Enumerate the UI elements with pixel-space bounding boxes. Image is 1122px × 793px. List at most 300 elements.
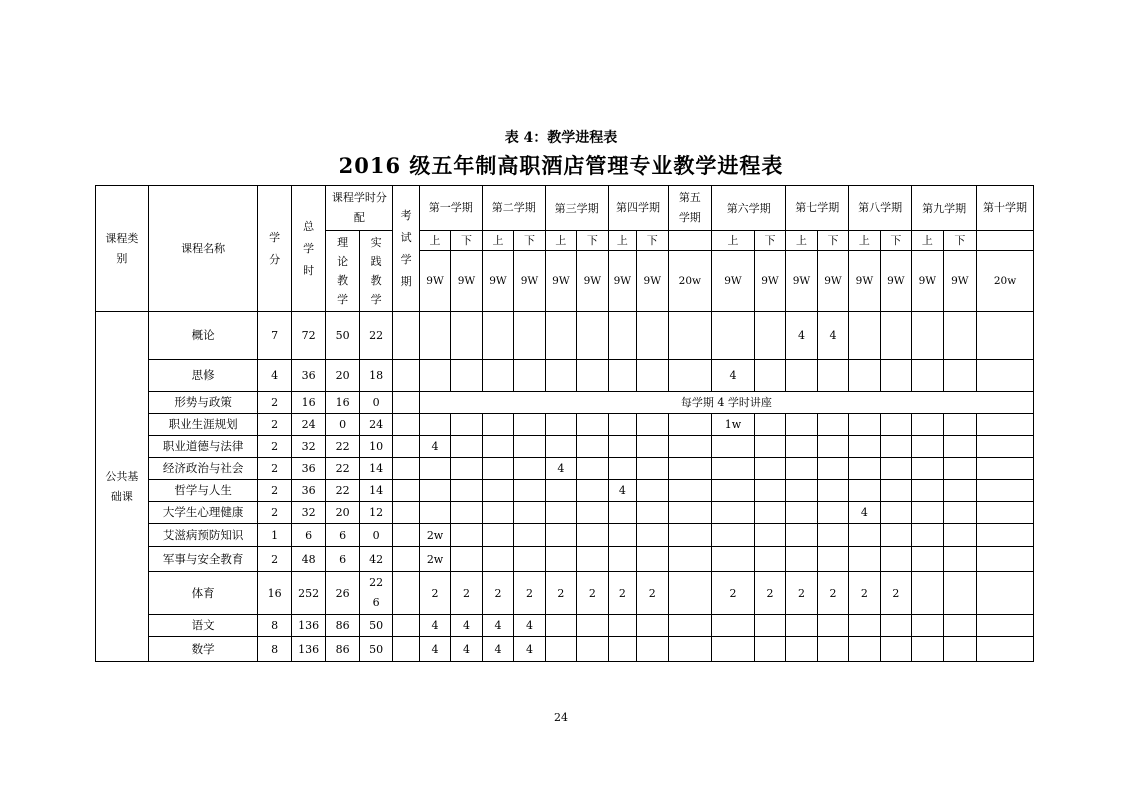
- table-row: [96, 480, 1034, 502]
- term-hours-cell: [786, 615, 817, 637]
- term-hours-cell: [482, 547, 513, 572]
- term-hours-cell: [451, 480, 482, 502]
- term-hours-cell: [786, 458, 817, 480]
- term-hours-cell: [637, 502, 668, 524]
- term-hours-cell: [754, 360, 785, 392]
- term-hours-cell: [482, 480, 513, 502]
- credits-cell: 2: [258, 392, 292, 414]
- term-hours-cell: [608, 615, 636, 637]
- term-hours-cell: [817, 502, 848, 524]
- header-term-half: 下: [577, 231, 608, 251]
- total-hours-cell: 136: [291, 615, 326, 637]
- term-hours-cell: [637, 637, 668, 662]
- term-hours-cell: [712, 458, 755, 480]
- term-hours-cell: [786, 360, 817, 392]
- term-hours-cell: [712, 480, 755, 502]
- header-term-half: [977, 231, 1034, 251]
- term-hours-cell: 4: [608, 480, 636, 502]
- term-hours-cell: [545, 360, 576, 392]
- term-hours-cell: [754, 436, 785, 458]
- header-term-10: 第十学期: [977, 186, 1034, 231]
- header-term-half: 下: [754, 231, 785, 251]
- term-hours-cell: [943, 637, 977, 662]
- header-weeks: 20w: [668, 251, 712, 312]
- term-hours-cell: [668, 480, 712, 502]
- exam-term-cell: [393, 524, 419, 547]
- term-hours-cell: [754, 524, 785, 547]
- term-hours-cell: 2: [451, 572, 482, 615]
- term-hours-cell: [880, 480, 911, 502]
- header-course-name: 课程名称: [148, 186, 258, 312]
- term-hours-cell: [668, 436, 712, 458]
- header-term-3: 第三学期: [545, 186, 608, 231]
- term-hours-cell: [482, 360, 513, 392]
- term-hours-cell: 4: [545, 458, 576, 480]
- total-hours-cell: 16: [291, 392, 326, 414]
- credits-cell: 4: [258, 360, 292, 392]
- term-hours-cell: [577, 502, 608, 524]
- header-exam-term: 考试学期: [393, 186, 419, 312]
- term-hours-cell: [608, 414, 636, 436]
- term-hours-cell: [419, 458, 450, 480]
- term-hours-cell: [817, 524, 848, 547]
- header-weeks: 9W: [754, 251, 785, 312]
- term-hours-cell: [419, 414, 450, 436]
- term-hours-cell: [637, 414, 668, 436]
- theory-hours-cell: 20: [326, 502, 360, 524]
- term-hours-cell: [668, 312, 712, 360]
- term-hours-cell: [577, 458, 608, 480]
- term-hours-cell: [482, 312, 513, 360]
- term-hours-cell: [817, 615, 848, 637]
- term-hours-cell: [754, 312, 785, 360]
- term-hours-cell: [482, 502, 513, 524]
- header-term-half: 下: [817, 231, 848, 251]
- total-hours-cell: 32: [291, 436, 326, 458]
- term-hours-cell: [880, 615, 911, 637]
- term-hours-cell: 4: [849, 502, 880, 524]
- term-hours-cell: [451, 458, 482, 480]
- practice-hours-cell: 14: [359, 458, 393, 480]
- practice-hours-cell: 50: [359, 637, 393, 662]
- exam-term-cell: [393, 392, 419, 414]
- term-hours-cell: [668, 502, 712, 524]
- term-note: 每学期 4 学时讲座: [419, 392, 1033, 414]
- term-hours-cell: [977, 414, 1034, 436]
- term-hours-cell: [880, 360, 911, 392]
- document-title: 2016 级五年制高职酒店管理专业教学进程表: [338, 153, 784, 178]
- term-hours-cell: [514, 502, 545, 524]
- term-hours-cell: [849, 312, 880, 360]
- header-term-half: 下: [880, 231, 911, 251]
- term-hours-cell: [545, 502, 576, 524]
- practice-hours-cell: 18: [359, 360, 393, 392]
- term-hours-cell: [943, 312, 977, 360]
- page-number: 24: [554, 711, 568, 724]
- total-hours-cell: 252: [291, 572, 326, 615]
- term-hours-cell: [637, 312, 668, 360]
- header-term-half: 上: [608, 231, 636, 251]
- theory-hours-cell: 0: [326, 414, 360, 436]
- term-hours-cell: [451, 414, 482, 436]
- term-hours-cell: [849, 480, 880, 502]
- term-hours-cell: [637, 458, 668, 480]
- header-weeks: 9W: [849, 251, 880, 312]
- term-hours-cell: [637, 547, 668, 572]
- term-hours-cell: [943, 414, 977, 436]
- term-hours-cell: [577, 480, 608, 502]
- total-hours-cell: 36: [291, 458, 326, 480]
- term-hours-cell: [577, 524, 608, 547]
- header-weeks: 9W: [545, 251, 576, 312]
- term-hours-cell: [912, 547, 943, 572]
- term-hours-cell: [482, 524, 513, 547]
- header-weeks: 9W: [817, 251, 848, 312]
- theory-hours-cell: 86: [326, 615, 360, 637]
- term-hours-cell: 4: [419, 615, 450, 637]
- term-hours-cell: 4: [482, 615, 513, 637]
- term-hours-cell: [849, 360, 880, 392]
- term-hours-cell: [668, 615, 712, 637]
- theory-hours-cell: 22: [326, 458, 360, 480]
- header-term-7: 第七学期: [786, 186, 849, 231]
- term-hours-cell: [577, 360, 608, 392]
- total-hours-cell: 36: [291, 360, 326, 392]
- term-hours-cell: [977, 480, 1034, 502]
- term-hours-cell: [712, 312, 755, 360]
- term-hours-cell: [712, 436, 755, 458]
- header-weeks: 9W: [880, 251, 911, 312]
- theory-hours-cell: 22: [326, 480, 360, 502]
- term-hours-cell: [577, 436, 608, 458]
- table-row: [96, 392, 1034, 414]
- exam-term-cell: [393, 547, 419, 572]
- course-name: 经济政治与社会: [148, 458, 258, 480]
- table-row: [96, 524, 1034, 547]
- term-hours-cell: [577, 414, 608, 436]
- term-hours-cell: [482, 458, 513, 480]
- credits-cell: 7: [258, 312, 292, 360]
- term-hours-cell: [451, 436, 482, 458]
- exam-term-cell: [393, 572, 419, 615]
- term-hours-cell: [912, 572, 943, 615]
- term-hours-cell: [849, 615, 880, 637]
- term-hours-cell: [977, 312, 1034, 360]
- term-hours-cell: [786, 480, 817, 502]
- term-hours-cell: [608, 502, 636, 524]
- credits-cell: 2: [258, 502, 292, 524]
- course-name: 体育: [148, 572, 258, 615]
- header-weeks: 9W: [482, 251, 513, 312]
- practice-hours-cell: 12: [359, 502, 393, 524]
- table-row: [96, 414, 1034, 436]
- term-hours-cell: [943, 360, 977, 392]
- course-name: 大学生心理健康: [148, 502, 258, 524]
- theory-hours-cell: 50: [326, 312, 360, 360]
- practice-hours-cell: 14: [359, 480, 393, 502]
- term-hours-cell: [545, 436, 576, 458]
- term-hours-cell: 2: [637, 572, 668, 615]
- credits-cell: 16: [258, 572, 292, 615]
- term-hours-cell: [451, 524, 482, 547]
- term-hours-cell: [817, 547, 848, 572]
- credits-cell: 2: [258, 458, 292, 480]
- term-hours-cell: [608, 524, 636, 547]
- practice-hours-cell: 50: [359, 615, 393, 637]
- header-weeks: 9W: [608, 251, 636, 312]
- term-hours-cell: [668, 360, 712, 392]
- total-hours-cell: 72: [291, 312, 326, 360]
- term-hours-cell: [817, 436, 848, 458]
- exam-term-cell: [393, 414, 419, 436]
- term-hours-cell: [514, 414, 545, 436]
- term-hours-cell: [754, 480, 785, 502]
- term-hours-cell: [754, 547, 785, 572]
- header-weeks: 9W: [912, 251, 943, 312]
- term-hours-cell: [786, 547, 817, 572]
- header-weeks: 9W: [419, 251, 450, 312]
- credits-cell: 2: [258, 436, 292, 458]
- total-hours-cell: 6: [291, 524, 326, 547]
- term-hours-cell: [880, 524, 911, 547]
- header-hours-allocation: 课程学时分配: [326, 186, 393, 231]
- term-hours-cell: [577, 312, 608, 360]
- term-hours-cell: 1w: [712, 414, 755, 436]
- term-hours-cell: [637, 480, 668, 502]
- term-hours-cell: [419, 480, 450, 502]
- term-hours-cell: [451, 547, 482, 572]
- theory-hours-cell: 6: [326, 524, 360, 547]
- total-hours-cell: 136: [291, 637, 326, 662]
- course-name: 艾滋病预防知识: [148, 524, 258, 547]
- course-name: 数学: [148, 637, 258, 662]
- term-hours-cell: [912, 637, 943, 662]
- course-name: 语文: [148, 615, 258, 637]
- term-hours-cell: [754, 458, 785, 480]
- term-hours-cell: [912, 436, 943, 458]
- credits-cell: 1: [258, 524, 292, 547]
- header-weeks: 9W: [637, 251, 668, 312]
- term-hours-cell: [712, 524, 755, 547]
- header-term-half: 上: [786, 231, 817, 251]
- header-term-5: 第五学期: [668, 186, 712, 231]
- term-hours-cell: 4: [419, 637, 450, 662]
- term-hours-cell: [712, 547, 755, 572]
- header-term-8: 第八学期: [849, 186, 912, 231]
- practice-hours-cell: 226: [359, 572, 393, 615]
- theory-hours-cell: 16: [326, 392, 360, 414]
- term-hours-cell: [817, 360, 848, 392]
- term-hours-cell: [754, 502, 785, 524]
- term-hours-cell: [977, 360, 1034, 392]
- term-hours-cell: [880, 547, 911, 572]
- term-hours-cell: [977, 524, 1034, 547]
- header-term-half: 上: [419, 231, 450, 251]
- category-cell: 公共基础课: [96, 312, 149, 662]
- credits-cell: 8: [258, 637, 292, 662]
- theory-hours-cell: 26: [326, 572, 360, 615]
- header-weeks: 9W: [514, 251, 545, 312]
- exam-term-cell: [393, 436, 419, 458]
- term-hours-cell: [817, 458, 848, 480]
- exam-term-cell: [393, 502, 419, 524]
- header-term-2: 第二学期: [482, 186, 545, 231]
- term-hours-cell: [514, 312, 545, 360]
- term-hours-cell: [668, 414, 712, 436]
- header-term-4: 第四学期: [608, 186, 668, 231]
- term-hours-cell: [451, 312, 482, 360]
- header-term-half: 上: [849, 231, 880, 251]
- term-hours-cell: [545, 524, 576, 547]
- term-hours-cell: 4: [419, 436, 450, 458]
- term-hours-cell: [514, 458, 545, 480]
- term-hours-cell: 2: [849, 572, 880, 615]
- term-hours-cell: [912, 502, 943, 524]
- table-row: [96, 436, 1034, 458]
- term-hours-cell: [977, 572, 1034, 615]
- course-name: 职业道德与法律: [148, 436, 258, 458]
- term-hours-cell: 4: [514, 615, 545, 637]
- term-hours-cell: [880, 414, 911, 436]
- header-term-half: 下: [514, 231, 545, 251]
- practice-hours-cell: 0: [359, 392, 393, 414]
- term-hours-cell: [912, 480, 943, 502]
- term-hours-cell: [880, 312, 911, 360]
- course-name: 职业生涯规划: [148, 414, 258, 436]
- header-term-half: 上: [545, 231, 576, 251]
- table-row: [96, 360, 1034, 392]
- header-term-half: [668, 231, 712, 251]
- term-hours-cell: [754, 414, 785, 436]
- term-hours-cell: [943, 547, 977, 572]
- term-hours-cell: 2: [514, 572, 545, 615]
- term-hours-cell: [912, 414, 943, 436]
- header-term-1: 第一学期: [419, 186, 482, 231]
- term-hours-cell: [419, 360, 450, 392]
- term-hours-cell: [977, 502, 1034, 524]
- term-hours-cell: [577, 637, 608, 662]
- header-total-hours: 总学时: [291, 186, 326, 312]
- term-hours-cell: [880, 458, 911, 480]
- term-hours-cell: [608, 547, 636, 572]
- header-term-half: 下: [451, 231, 482, 251]
- term-hours-cell: 2: [786, 572, 817, 615]
- term-hours-cell: [849, 524, 880, 547]
- header-practice: 实践教学: [359, 231, 393, 312]
- credits-cell: 2: [258, 414, 292, 436]
- term-hours-cell: [943, 502, 977, 524]
- term-hours-cell: [545, 615, 576, 637]
- term-hours-cell: [786, 414, 817, 436]
- term-hours-cell: [545, 480, 576, 502]
- term-hours-cell: [637, 436, 668, 458]
- term-hours-cell: 2: [482, 572, 513, 615]
- term-hours-cell: [977, 615, 1034, 637]
- table-row: [96, 502, 1034, 524]
- total-hours-cell: 36: [291, 480, 326, 502]
- teaching-schedule-table: [95, 185, 1034, 662]
- theory-hours-cell: 22: [326, 436, 360, 458]
- table-body: [96, 312, 1034, 662]
- exam-term-cell: [393, 360, 419, 392]
- term-hours-cell: [712, 637, 755, 662]
- table-row: [96, 312, 1034, 360]
- table-row: [96, 637, 1034, 662]
- term-hours-cell: 2: [754, 572, 785, 615]
- theory-hours-cell: 20: [326, 360, 360, 392]
- term-hours-cell: 2: [419, 572, 450, 615]
- header-term-half: 上: [912, 231, 943, 251]
- term-hours-cell: [668, 637, 712, 662]
- practice-hours-cell: 42: [359, 547, 393, 572]
- term-hours-cell: 4: [712, 360, 755, 392]
- header-term-half: 上: [712, 231, 755, 251]
- term-hours-cell: [849, 414, 880, 436]
- term-hours-cell: [545, 637, 576, 662]
- term-hours-cell: [577, 615, 608, 637]
- exam-term-cell: [393, 480, 419, 502]
- table-caption: 表 4：教学进程表: [504, 130, 618, 146]
- header-credits: 学分: [258, 186, 292, 312]
- course-name: 形势与政策: [148, 392, 258, 414]
- exam-term-cell: [393, 312, 419, 360]
- term-hours-cell: [977, 547, 1034, 572]
- term-hours-cell: 2: [712, 572, 755, 615]
- term-hours-cell: [668, 547, 712, 572]
- term-hours-cell: 2: [577, 572, 608, 615]
- total-hours-cell: 48: [291, 547, 326, 572]
- course-name: 哲学与人生: [148, 480, 258, 502]
- practice-hours-cell: 10: [359, 436, 393, 458]
- term-hours-cell: [668, 572, 712, 615]
- credits-cell: 2: [258, 547, 292, 572]
- term-hours-cell: [668, 524, 712, 547]
- term-hours-cell: 2: [880, 572, 911, 615]
- term-hours-cell: [912, 360, 943, 392]
- term-hours-cell: [786, 436, 817, 458]
- term-hours-cell: [577, 547, 608, 572]
- header-theory: 理论教学: [326, 231, 360, 312]
- exam-term-cell: [393, 637, 419, 662]
- term-hours-cell: [608, 360, 636, 392]
- term-hours-cell: [637, 615, 668, 637]
- practice-hours-cell: 0: [359, 524, 393, 547]
- term-hours-cell: [880, 436, 911, 458]
- header-weeks: 9W: [451, 251, 482, 312]
- term-hours-cell: [712, 615, 755, 637]
- term-hours-cell: [608, 637, 636, 662]
- table-row: [96, 572, 1034, 615]
- term-hours-cell: 2: [545, 572, 576, 615]
- exam-term-cell: [393, 615, 419, 637]
- term-hours-cell: [880, 502, 911, 524]
- term-hours-cell: [849, 436, 880, 458]
- term-hours-cell: [482, 436, 513, 458]
- term-hours-cell: 4: [482, 637, 513, 662]
- term-hours-cell: [608, 458, 636, 480]
- term-hours-cell: [817, 414, 848, 436]
- term-hours-cell: [943, 436, 977, 458]
- term-hours-cell: 2w: [419, 524, 450, 547]
- term-hours-cell: [514, 360, 545, 392]
- course-name: 军事与安全教育: [148, 547, 258, 572]
- term-hours-cell: [912, 524, 943, 547]
- term-hours-cell: 4: [786, 312, 817, 360]
- term-hours-cell: [545, 414, 576, 436]
- term-hours-cell: [608, 312, 636, 360]
- term-hours-cell: [977, 637, 1034, 662]
- course-name: 概论: [148, 312, 258, 360]
